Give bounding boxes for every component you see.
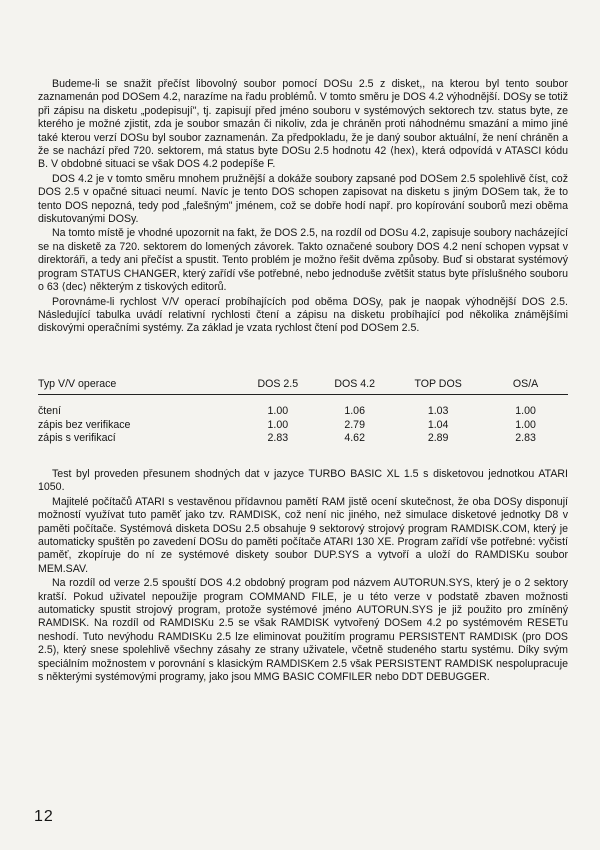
table-cell: čtení — [38, 405, 61, 418]
speed-table-wrapper — [38, 376, 568, 446]
table-cell: 1.06 — [344, 405, 365, 418]
table-header-cell: TOP DOS — [393, 376, 483, 395]
speed-table — [38, 376, 568, 446]
table-header-cell: DOS 4.2 — [316, 376, 393, 395]
table-row — [38, 419, 568, 433]
table-cell: 2.83 — [515, 432, 536, 445]
page-number: 12 — [34, 808, 54, 825]
table-header-row — [38, 376, 568, 395]
table-cell: 1.00 — [267, 418, 289, 431]
table-cell: 1.03 — [427, 405, 449, 418]
table-cell: 1.04 — [427, 418, 449, 431]
paragraph-ramdisk: Majitelé počítačů ATARI s vestavěnou přídavnou pamětí RAM jistě ocení skutečnost, že oba DOSy disponují možností využívat tuto paměť jako tzv. RAMDISK, což není nic jiného, než simulace disketové jednotky D8 v paměti počítače. Systémová disketa DOSu 2.5 obsahuje 9 sektorový strojový program RAMDISK.COM, který je automaticky spuštěn po zavedení DOSu do paměti počítače ATARI 130 XE. Program zařídí vše potřebné: vyčistí paměť, zkopíruje do ní ze systémové diskety soubor DUP.SYS a vytvoří a uloží do RAMDISKu soubor MEM.SAV. — [38, 495, 568, 575]
document-page — [38, 78, 568, 685]
paragraph-dos42-flexibility: DOS 4.2 je v tomto směru mnohem pružnější a dokáže soubory zapsané pod DOSem 2.5 spolehlivě číst, což DOS 2.5 v opačné situaci neumí. Navíc je tento DOS schopen zapisovat na disketu s jiným DOSem tak, že to tento DOS nepozná, tedy pod „falešným" jménem, což se dobře hodí např. pro kopírování souborů mezi oběma diskutovanými DOSy. — [38, 172, 568, 226]
paragraph-autorun: Na rozdíl od verze 2.5 spouští DOS 4.2 obdobný program pod názvem AUTORUN.SYS, který je o 2 sektory kratší. Pokud uživatel nepoužije program COMMAND FILE, je u této verze v podstatě zbaven možnosti automaticky spustit strojový program, protože systémové jméno AUTORUN.SYS je již použito pro zmíněný RAMDISK. Na rozdíl od RAMDISKu 2.5 se však RAMDISK vytvořený DOSem 4.2 po systémovém RESETu neshodí. Tuto nevýhodu RAMDISKu 2.5 lze eliminovat použitím programu PERSISTENT RAMDISK (pro DOS 2.5), který snese spolehlivě všechny zásahy ze strany uživatele, včetně studeného startu systému. Díky svým speciálním možnostem v porovnání s klasickým RAMDISKem 2.5 však PERSISTENT RAMDISK nespolupracuje s některými systémovými programy, jako jsou MMG BASIC COMFILER nebo DDT DEBUGGER. — [38, 577, 568, 683]
paragraph-status-byte: Budeme-li se snažit přečíst libovolný soubor pomocí DOSu 2.5 z disket,, na kterou byl tento soubor zaznamenán pod DOSem 4.2, narazíme na řadu problémů. V tomto směru je DOS 4.2 výhodnější. DOSy se totiž při zápisu na disketu „podepisují", tj. zapisují před jméno souboru v systémových sektorech tzv. status byte, ze kterého je možné zjistit, zda je soubor smazán či nikoliv, zda je chráněn proti náhodnému smazání a mimo jiné také kterou verzí DOSu byl soubor zaznamenán. Za předpokladu, že je daný soubor aktuální, že není chráněn a že se nachází před 720. sektorem, má status byte DOSu 2.5 hodnotu 42 ⟨hex⟩, která odpovídá v ATASCI kódu B. V obdobné situaci se však DOS 4.2 podepíše F. — [38, 78, 568, 171]
table-cell: zápis bez verifikace — [38, 418, 131, 431]
table-cell: 2.83 — [267, 432, 289, 445]
table-row — [38, 395, 568, 419]
table-row — [38, 432, 568, 446]
table-header-cell: Typ V/V operace — [38, 376, 239, 395]
table-cell: 1.00 — [515, 405, 536, 418]
table-cell: 2.89 — [427, 432, 449, 445]
table-cell: 1.00 — [515, 418, 536, 431]
table-cell: 4.62 — [344, 432, 365, 445]
table-cell: 2.79 — [344, 418, 365, 431]
table-header-cell: DOS 2.5 — [239, 376, 316, 395]
paragraph-sector-720: Na tomto místě je vhodné upozornit na fakt, že DOS 2.5, na rozdíl od DOSu 4.2, zapisuje soubory nacházející se na disketě za 720. sektorem do lomených závorek. Takto označené soubory DOS 4.2 není schopen vypsat v direktoráři, a tedy ani přečíst a spustit. Tento problém je možno řešit dvěma způsoby. Buď si obstarat systémový program STATUS CHANGER, který zařídí vše potřebné, nebo jednoduše zvětšit status byte příslušného souboru o 63 ⟨dec⟩ některým z tiskových editorů. — [38, 227, 568, 294]
table-cell: zápis s verifikací — [38, 432, 116, 445]
table-cell: 1.00 — [267, 405, 289, 418]
paragraph-speed-comparison: Porovnáme-li rychlost V/V operací probíhajících pod oběma DOSy, pak je naopak výhodnější DOS 2.5. Následující tabulka uvádí relativní rychlosti čtení a zápisu na disketu probíhající pod několika známějšími diskovými operačními systémy. Za základ je vzata rychlost čtení pod DOSem 2.5. — [38, 295, 568, 335]
table-header-cell: OS/A — [483, 376, 568, 395]
paragraph-test-note: Test byl proveden přesunem shodných dat v jazyce TURBO BASIC XL 1.5 s disketovou jednotkou ATARI 1050. — [38, 467, 568, 494]
